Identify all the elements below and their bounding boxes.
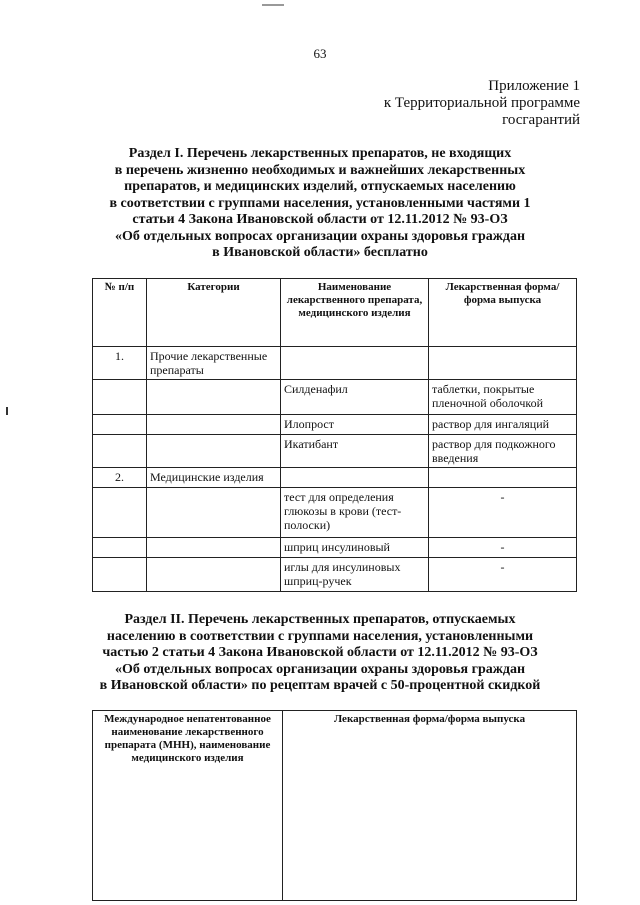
table-row <box>93 558 577 592</box>
row-name <box>281 468 429 488</box>
row-form: раствор для ингаляций <box>429 415 577 435</box>
section-2-title-line: Раздел II. Перечень лекарственных препаратов, отпускаемых <box>124 612 516 627</box>
row-num <box>93 435 147 468</box>
row-form: раствор для подкожного введения <box>429 435 577 468</box>
row-category <box>147 538 281 558</box>
section-2-title-line: в Ивановской области» по рецептам врачей с 50-процентной скидкой <box>99 678 541 693</box>
appendix-line-3: госгарантий <box>502 112 580 128</box>
row-num <box>93 538 147 558</box>
section-1-title-line: препаратов, и медицинских изделий, отпускаемых населению <box>124 179 516 194</box>
row-name: Силденафил <box>281 380 429 415</box>
header-mnn: Международное непатентованное наименование лекарственного препарата (МНН), наименование медицинского изделия <box>93 711 283 901</box>
row-num: 1. <box>93 347 147 380</box>
section-2-title-line: частью 2 статьи 4 Закона Ивановской области от 12.11.2012 № 93-ОЗ <box>102 645 538 660</box>
section-1-title-line: «Об отдельных вопросах организации охраны здоровья граждан <box>114 228 526 244</box>
header-form: Лекарственная форма/форма выпуска <box>429 279 577 347</box>
appendix-note <box>384 78 580 129</box>
row-num: 2. <box>93 468 147 488</box>
row-num <box>93 380 147 415</box>
appendix-line-1: Приложение 1 <box>488 78 580 94</box>
table-row <box>93 380 577 415</box>
table-row <box>93 488 577 538</box>
table-row <box>93 435 577 468</box>
row-category <box>147 380 281 415</box>
row-category <box>147 415 281 435</box>
section-2-table <box>92 710 577 901</box>
row-name <box>281 347 429 380</box>
section-1-table <box>92 278 577 592</box>
section-1-title-line: в Ивановской области» бесплатно <box>212 245 428 260</box>
section-1-title-line: Раздел I. Перечень лекарственных препаратов, не входящих <box>128 146 512 161</box>
row-num <box>93 415 147 435</box>
header-category: Категории <box>147 279 281 347</box>
section-1-title <box>0 146 640 262</box>
row-form: таблетки, покрытые пленочной оболочкой <box>429 380 577 415</box>
section-1-title-line: в перечень жизненно необходимых и важнейших лекарственных <box>114 162 526 178</box>
section-1-title-line: статьи 4 Закона Ивановской области от 12.11.2012 № 93-ОЗ <box>132 212 508 227</box>
table-row <box>93 468 577 488</box>
row-form <box>429 347 577 380</box>
row-category: Прочие лекарственные препараты <box>147 347 281 380</box>
row-category <box>147 488 281 538</box>
scan-mark-top <box>262 4 284 6</box>
page-number: 63 <box>313 46 327 61</box>
table-row <box>93 415 577 435</box>
section-2-title <box>0 612 640 695</box>
row-name: иглы для инсулиновых шприц-ручек <box>281 558 429 592</box>
row-category <box>147 558 281 592</box>
scan-mark-margin <box>6 407 8 415</box>
row-form: - <box>429 538 577 558</box>
row-category: Медицинские изделия <box>147 468 281 488</box>
row-form <box>429 468 577 488</box>
row-name: Икатибант <box>281 435 429 468</box>
header-name: Наименование лекарственного препарата, медицинского изделия <box>281 279 429 347</box>
section-1-title-line: в соответствии с группами населения, установленными частями 1 <box>109 195 531 211</box>
appendix-line-2: к Территориальной программе <box>383 95 580 111</box>
section-2-title-line: населению в соответствии с группами населения, установленными <box>106 628 534 644</box>
row-num <box>93 558 147 592</box>
row-category <box>147 435 281 468</box>
table-row <box>93 538 577 558</box>
row-name: Илопрост <box>281 415 429 435</box>
table-header-row <box>93 279 577 347</box>
row-num <box>93 488 147 538</box>
row-form: - <box>429 558 577 592</box>
header-form: Лекарственная форма/форма выпуска <box>283 711 577 901</box>
table-header-row <box>93 711 577 901</box>
row-name: шприц инсулиновый <box>281 538 429 558</box>
row-name: тест для определения глюкозы в крови (тест-полоски) <box>281 488 429 538</box>
section-2-title-line: «Об отдельных вопросах организации охраны здоровья граждан <box>114 661 526 677</box>
row-form: - <box>429 488 577 538</box>
table-row <box>93 347 577 380</box>
header-num: № п/п <box>93 279 147 347</box>
